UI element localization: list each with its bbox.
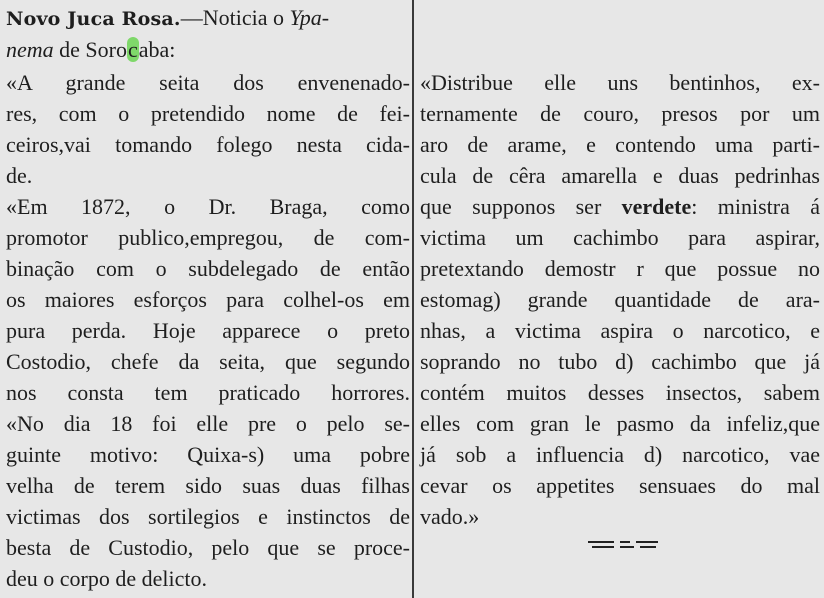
text-line: já sob a influencia d) narcotico, vae <box>420 442 820 467</box>
bold-word: verdete <box>621 194 692 219</box>
column-divider <box>412 0 414 598</box>
text-line-bold <box>420 191 820 222</box>
headline-dash: —Noticia o <box>180 5 290 30</box>
text-line: binação com o subdelegado de então <box>6 256 410 281</box>
source-line <box>6 34 410 65</box>
headline: Novo Juca Rosa. <box>6 8 181 30</box>
text-line: aro de arame, e contendo uma parti- <box>420 132 820 157</box>
text-line: victima um cachimbo para aspirar, <box>420 225 820 250</box>
text-line: victimas dos sortilegios e instinctos de <box>6 504 410 529</box>
text-line: pura perda. Hoje apparece o preto <box>6 318 410 343</box>
text-line: Costodio, chefe da seita, que segundo <box>6 349 410 374</box>
text-line: estomag) grande quantidade de ara- <box>420 287 820 312</box>
text-line: velha de terem sido suas duas filhas <box>6 473 410 498</box>
highlight-mark: c <box>127 37 138 62</box>
left-column <box>6 0 410 598</box>
text-line: «A grande seita dos envenenado- <box>6 70 410 95</box>
text-line: nos consta tem praticado horrores. <box>6 380 410 405</box>
text-line: elles com gran le pasmo da infeliz,que <box>420 411 820 436</box>
text-line: vado.» <box>420 504 480 529</box>
text-line: contém muitos desses insectos, sabem <box>420 380 820 405</box>
right-column <box>420 0 820 598</box>
source-rest-1: de Soro <box>53 37 127 62</box>
text-line: besta de Custodio, pelo que se proce- <box>6 535 410 560</box>
text-line: nhas, a victima aspira o narcotico, e <box>420 318 820 343</box>
text-line: ternamente de couro, presos por um <box>420 101 820 126</box>
text-line: «Em 1872, o Dr. Braga, como <box>6 194 410 219</box>
text-line: guinte motivo: Quixa-s) uma pobre <box>6 442 410 467</box>
text-line: deu o corpo de delicto. <box>6 566 207 591</box>
source-name-part1: Ypa- <box>289 5 330 30</box>
text-line: de. <box>6 163 33 188</box>
text-line: ceiros,vai tomando folego nesta cida- <box>6 132 410 157</box>
text-line: os maiores esforços para colhel-os em <box>6 287 410 312</box>
headline-line <box>6 2 410 33</box>
text-line: pretextando demostr r que possue no <box>420 256 820 281</box>
text-line: soprando no tubo d) cachimbo que já <box>420 349 820 374</box>
source-name-part2: nema <box>6 37 54 62</box>
line-start: que supponos ser <box>420 194 622 219</box>
line-end: : ministra á <box>691 194 820 219</box>
source-rest-2: aba: <box>138 37 176 62</box>
text-line: «Distribue elle uns bentinhos, ex- <box>420 70 820 95</box>
end-ornament <box>588 538 658 550</box>
text-line: cevar os appetites sensuaes do mal <box>420 473 820 498</box>
text-line: promotor publico,empregou, de com- <box>6 225 410 250</box>
text-line: res, com o pretendido nome de fei- <box>6 101 410 126</box>
text-line: «No dia 18 foi elle pre o pelo se- <box>6 411 410 436</box>
text-line: cula de cêra amarella e duas pedrinhas <box>420 163 820 188</box>
